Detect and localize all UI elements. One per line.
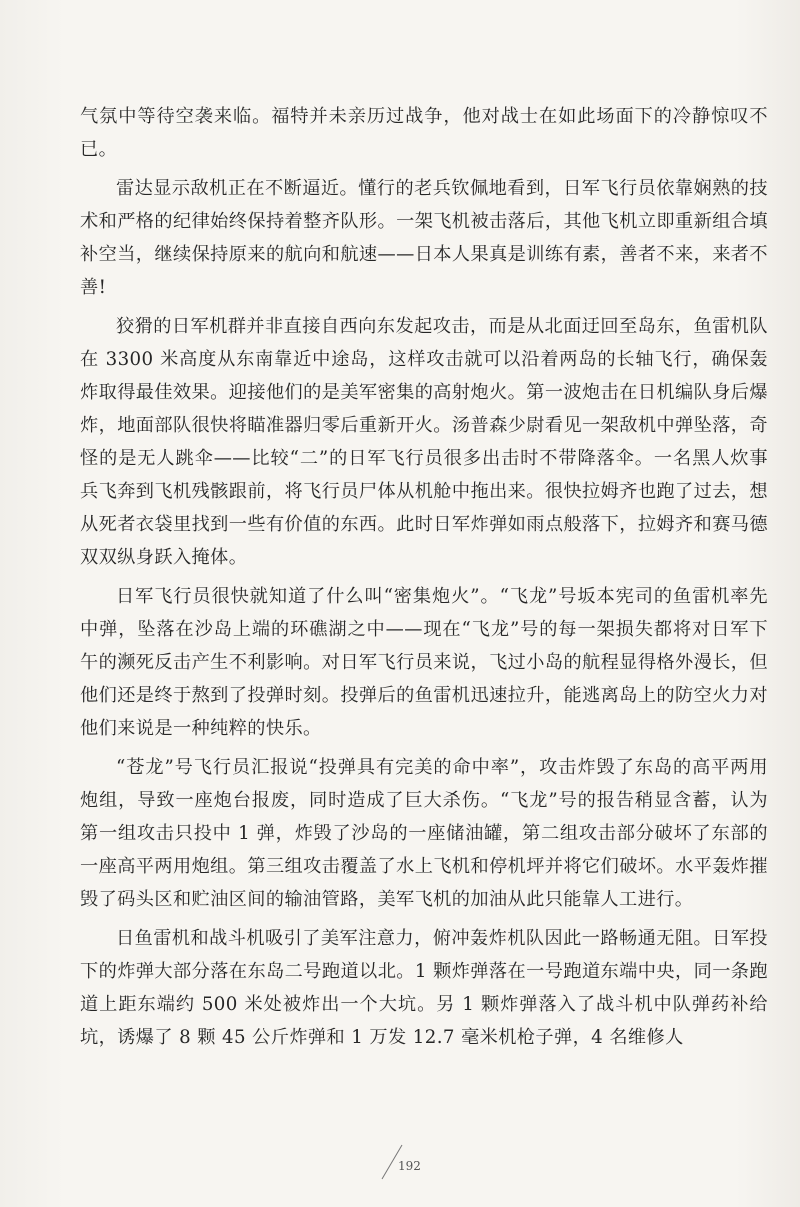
paragraph: 日军飞行员很快就知道了什么叫“密集炮火”。“飞龙”号坂本宪司的鱼雷机率先中弹，坠落在沙岛上端的环礁湖之中——现在“飞龙”号的每一架损失都将对日军下午的濒死反击产生不利影响。对日军飞行员来说，飞过小岛的航程显得格外漫长，但他们还是终于熬到了投弹时刻。投弹后的鱼雷机迅速拉升，能逃离岛上的防空火力对他们来说是一种纯粹的快乐。 — [80, 586, 768, 739]
paragraph: “苍龙”号飞行员汇报说“投弹具有完美的命中率”，攻击炸毁了东岛的高平两用炮组，导致一座炮台报废，同时造成了巨大杀伤。“飞龙”号的报告稍显含蓄，认为第一组攻击只投中 1 弹，炸毁了沙岛的一座储油罐，第二组攻击部分破坏了东部的一座高平两用炮组。第三组攻击覆盖了水上飞机和停机坪并将它们破坏。水平轰炸摧毁了码头区和贮油区间的输油管路，美军飞机的加油从此只能靠人工进行。 — [80, 757, 768, 910]
paragraph: 雷达显示敌机正在不断逼近。懂行的老兵钦佩地看到，日军飞行员依靠娴熟的技术和严格的纪律始终保持着整齐队形。一架飞机被击落后，其他飞机立即重新组合填补空当，继续保持原来的航向和航速——日本人果真是训练有素，善者不来，来者不善! — [80, 178, 768, 298]
page-number — [390, 1153, 421, 1173]
paragraph: 日鱼雷机和战斗机吸引了美军注意力，俯冲轰炸机队因此一路畅通无阻。日军投下的炸弹大部分落在东岛二号跑道以北。1 颗炸弹落在一号跑道东端中央，同一条跑道上距东端约 500 米处被炸出一个大坑。另 1 颗炸弹落入了战斗机中队弹药补给坑，诱爆了 8 颗 45 公斤炸弹和 1 万发 12.7 毫米机枪子弹，4 名维修人 — [80, 928, 768, 1048]
body-text — [80, 100, 768, 1060]
paragraph: 气氛中等待空袭来临。福特并未亲历过战争，他对战士在如此场面下的冷静惊叹不已。 — [80, 106, 768, 160]
paragraph: 狡猾的日军机群并非直接自西向东发起攻击，而是从北面迂回至岛东，鱼雷机队在 3300 米高度从东南靠近中途岛，这样攻击就可以沿着两岛的长轴飞行，确保轰炸取得最佳效果。迎接他们的是美军密集的高射炮火。第一波炮击在日机编队身后爆炸，地面部队很快将瞄准器归零后重新开火。汤普森少尉看见一架敌机中弹坠落，奇怪的是无人跳伞——比较“二”的日军飞行员很多出击时不带降落伞。一名黑人炊事兵飞奔到飞机残骸跟前，将飞行员尸体从机舱中拖出来。很快拉姆齐也跑了过去，想从死者衣袋里找到一些有价值的东西。此时日军炸弹如雨点般落下，拉姆齐和赛马德双双纵身跃入掩体。 — [80, 316, 768, 568]
page-number-text: 192 — [398, 1159, 421, 1173]
